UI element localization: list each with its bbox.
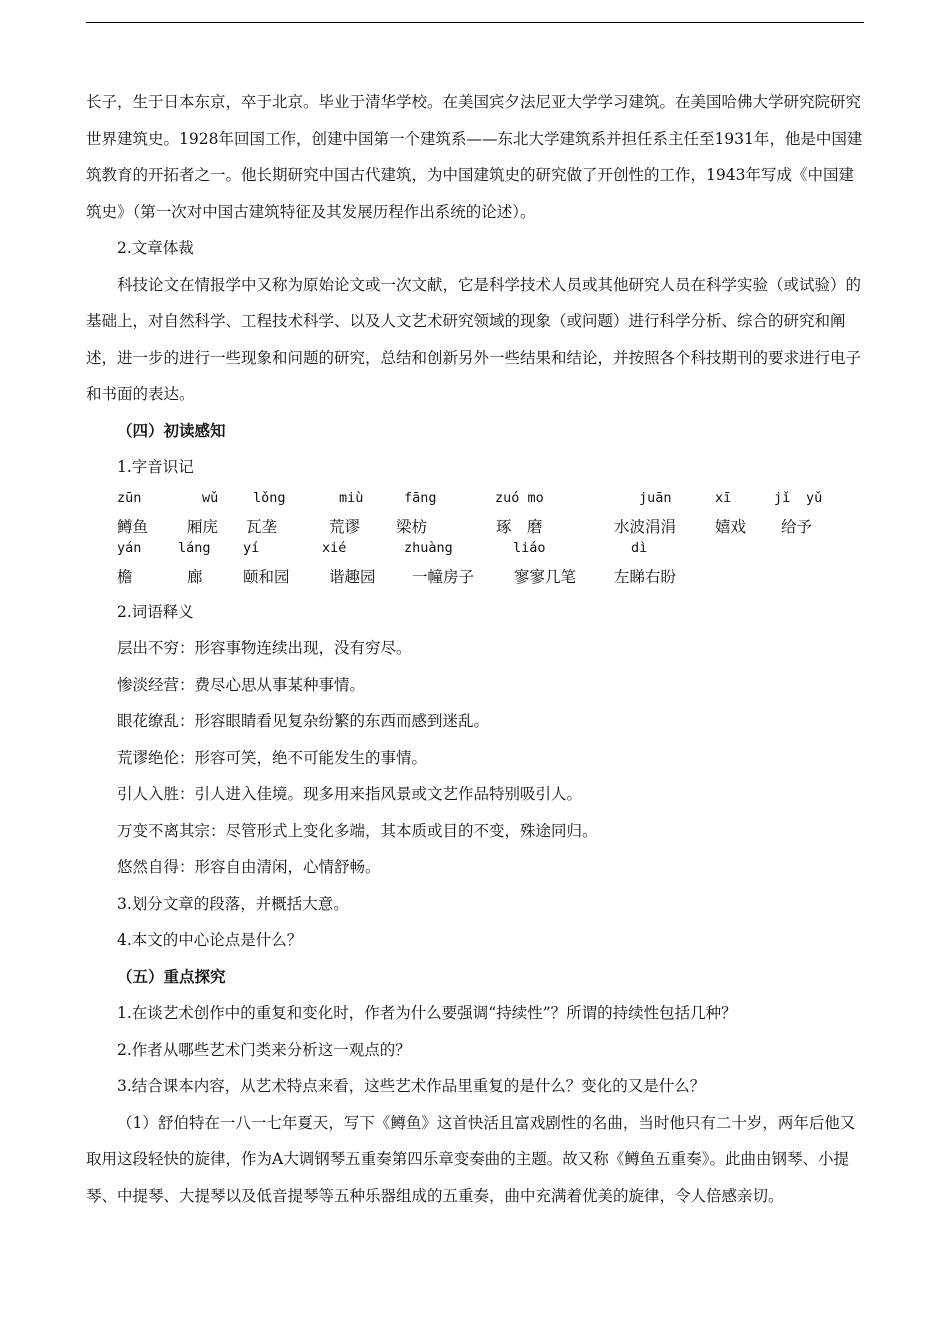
words-row-2: [117, 565, 864, 590]
pinyin: yǔ: [806, 489, 823, 506]
document-body: [86, 84, 864, 1214]
question: 2.作者从哪些艺术门类来分析这一观点的？: [117, 1040, 411, 1059]
pinyin: zhuàng: [404, 539, 453, 556]
question: 3.划分文章的段落，并概括大意。: [117, 894, 349, 913]
vocab-item: 万变不离其宗：尽管形式上变化多端，其本质或目的不变，殊途同归。: [117, 821, 598, 840]
word: 一幢房子: [412, 567, 475, 586]
pinyin-row-2: [117, 540, 864, 565]
vocab-item: 惨淡经营：费尽心思从事某种事情。: [117, 675, 366, 694]
word: 檐: [117, 567, 133, 586]
word: 寥寥几笔: [514, 567, 577, 586]
pinyin: dì: [631, 539, 648, 556]
pinyin: wǔ: [202, 489, 219, 506]
pinyin: lǒng: [253, 489, 286, 506]
pinyin: zūn: [117, 489, 142, 506]
pinyin: láng: [178, 539, 211, 556]
pinyin: liáo: [513, 539, 546, 556]
pinyin: miù: [339, 489, 364, 506]
pinyin: zuó mo: [495, 489, 544, 506]
word: 左睇右盼: [614, 567, 677, 586]
word: 颐和园: [243, 567, 290, 586]
word: 水波涓涓: [614, 517, 677, 536]
section5-heading: （五）重点探究: [117, 966, 226, 986]
pinyin: yí: [243, 539, 260, 556]
pronunciation-heading: 1.字音识记: [117, 458, 194, 476]
word: 廊: [187, 567, 203, 586]
word: 给予: [781, 517, 813, 536]
genre-heading: 2.文章体裁: [117, 239, 194, 257]
word: 瓦垄: [246, 517, 278, 536]
word: 嬉戏: [715, 517, 747, 536]
question: 3.结合课本内容，从艺术特点来看，这些艺术作品里重复的是什么？变化的又是什么？: [117, 1077, 706, 1095]
word: 梁枋: [396, 517, 428, 536]
word: 谐趣园: [329, 567, 376, 586]
section4-heading: （四）初读感知: [117, 420, 226, 440]
intro-paragraph: 长子，生于日本东京，卒于北京。毕业于清华学校。在美国宾夕法尼亚大学学习建筑。在美国哈佛大学研究院研究世界建筑史。1928年回国工作，创建中国第一个建筑系——东北大学建筑系并担任系主任至1931年，他是中国建筑教育的开拓者之一。他长期研究中国古代建筑，为中国建筑史的研究做了开创性的工作，1943年写成《中国建筑史》（第一次对中国古建筑特征及其发展历程作出系统的论述）。: [86, 93, 863, 221]
words-row-1: [117, 515, 864, 540]
vocab-item: 眼花缭乱：形容眼睛看见复杂纷繁的东西而感到迷乱。: [117, 712, 490, 730]
header-rule: [86, 22, 864, 23]
pinyin: juān: [639, 489, 672, 506]
vocab-item: 引人入胜：引人进入佳境。现多用来指风景或文艺作品特别吸引人。: [117, 785, 583, 803]
vocab-heading: 2.词语释义: [117, 602, 194, 621]
pinyin: jǐ: [774, 489, 791, 506]
genre-paragraph: 科技论文在情报学中又称为原始论文或一次文献，它是科学技术人员或其他研究人员在科学实验（或试验）的基础上，对自然科学、工程技术科学、以及人文艺术研究领域的现象（或问题）进行科学分析、综合的研究和阐述，进一步的进行一些现象和问题的研究，总结和创新另外一些结果和结论，并按照各个科技期刊的要求进行电子和书面的表达。: [86, 275, 862, 403]
question: 4.本文的中心论点是什么？: [117, 931, 303, 949]
analysis-paragraph: （1）舒伯特在一八一七年夏天，写下《鳟鱼》这首快活且富戏剧性的名曲，当时他只有二十岁，两年后他又取用这段轻快的旋律，作为A大调钢琴五重奏第四乐章变奏曲的主题。故又称《鳟鱼五重奏》。此曲由钢琴、小提琴、中提琴、大提琴以及低音提琴等五种乐器组成的五重奏，曲中充满着优美的旋律，令人倍感亲切。: [86, 1113, 856, 1205]
pinyin: fāng: [404, 489, 437, 506]
vocab-item: 层出不穷：形容事物连续出现，没有穷尽。: [117, 639, 412, 657]
question: 1.在谈艺术创作中的重复和变化时，作者为什么要强调“持续性”？所谓的持续性包括几种？: [117, 1004, 737, 1022]
pinyin: xī: [715, 489, 732, 506]
vocab-item: 悠然自得：形容自由清闲，心情舒畅。: [117, 858, 381, 876]
vocab-item: 荒谬绝伦：形容可笑，绝不可能发生的事情。: [117, 748, 428, 767]
pinyin-row-1: [117, 490, 864, 515]
pinyin-table: [86, 490, 864, 590]
pinyin: xié: [322, 539, 347, 556]
word: 琢 磨: [496, 517, 543, 536]
pinyin: yán: [117, 539, 142, 556]
word: 鳟鱼: [117, 517, 149, 536]
word: 厢庑: [187, 517, 219, 536]
word: 荒谬: [329, 517, 361, 536]
